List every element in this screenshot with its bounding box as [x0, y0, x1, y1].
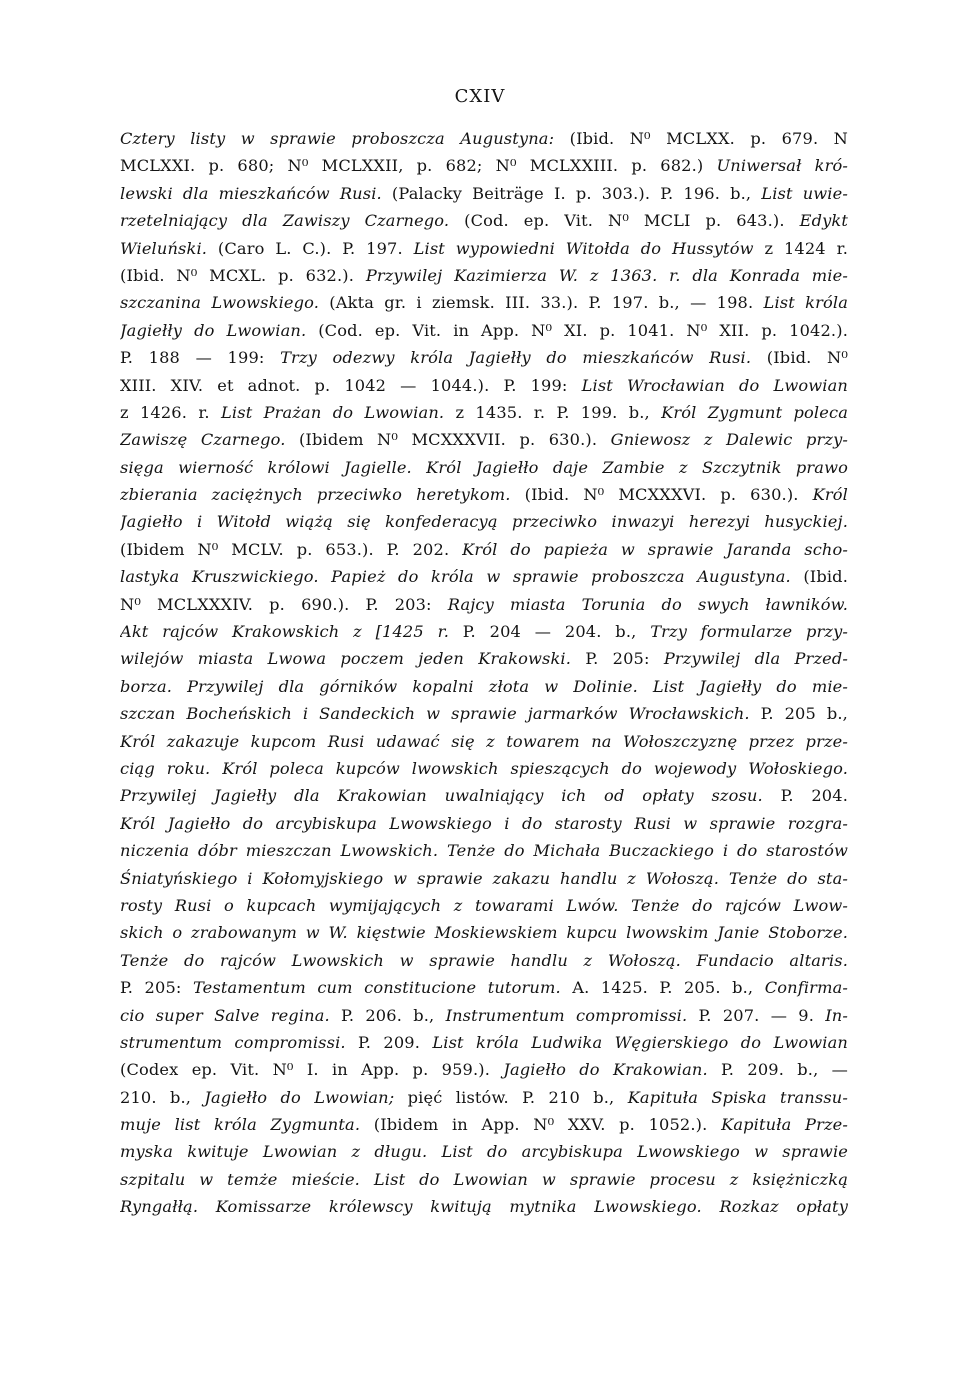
italic-segment: List króla Ludwika Węgierskiego do Lwowian: [432, 1032, 848, 1052]
text-line: [120, 262, 848, 289]
text-segment: 210. b.,: [120, 1087, 205, 1107]
text-line: [120, 125, 848, 152]
text-line: [120, 645, 848, 672]
italic-segment: Ryngałłą. Komissarze królewscy kwitują mytnika Lwowskiego. Rozkaz opłaty: [120, 1197, 848, 1217]
italic-segment: rosty Rusi o kupcach wymijających z towarami Lwów. Tenże do rajców Lwow-: [120, 895, 848, 915]
italic-segment: Król zakazuje kupcom Rusi udawać się z towarem na Wołoszczyznę przez prze-: [120, 731, 848, 751]
italic-segment: muje list króla Zygmunta.: [120, 1115, 361, 1135]
text-line: [120, 947, 848, 974]
italic-segment: Kapituła Spiska transsu-: [627, 1087, 848, 1107]
italic-segment: borza. Przywilej dla górników kopalni złota w Dolinie. List Jagiełły do mie-: [120, 676, 848, 696]
text-segment: N⁰ MCLXXXIV. p. 690.). P. 203:: [120, 594, 448, 614]
italic-segment: In-: [825, 1005, 848, 1025]
italic-segment: wilejów miasta Lwowa poczem jeden Krakowski.: [120, 649, 572, 669]
italic-segment: Cztery listy w sprawie proboszcza Augustyna:: [120, 129, 555, 148]
text-segment: z 1426. r.: [120, 402, 222, 422]
text-line: [120, 673, 848, 700]
text-line: [120, 152, 848, 179]
body-text: [120, 125, 848, 1221]
italic-segment: szczan Bocheńskich i Sandeckich w sprawie jarmarków Wrocławskich.: [120, 704, 750, 724]
text-segment: P. 206. b.,: [329, 1005, 446, 1025]
text-line: [120, 454, 848, 481]
italic-segment: Wieluński.: [120, 238, 208, 258]
italic-segment: Król Jagiełło do arcybiskupa Lwowskiego i do starosty Rusi w sprawie rozgra-: [120, 813, 848, 833]
italic-segment: ciąg roku. Król poleca kupców lwowskich spieszących do wojewody Wołoskiego.: [120, 758, 848, 778]
text-line: [120, 536, 848, 563]
text-segment: (Ibid. N⁰: [751, 348, 848, 368]
text-line: [120, 481, 848, 508]
italic-segment: szpitalu w temże mieście. List do Lwowian w sprawie procesu z księżniczką: [120, 1169, 848, 1189]
text-segment: P. 205:: [571, 649, 664, 669]
text-line: [120, 782, 848, 809]
text-line: [120, 207, 848, 234]
text-segment: P. 205:: [120, 978, 193, 998]
text-segment: (Ibid. N⁰ MCXL. p. 632.).: [120, 265, 366, 285]
text-segment: P. 205 b.,: [749, 704, 848, 724]
text-line: [120, 317, 848, 344]
italic-segment: Instrumentum compromissi.: [445, 1005, 688, 1025]
text-segment: (Ibid. N⁰ MCXXXVI. p. 630.).: [510, 485, 813, 505]
text-segment: (Ibid.: [790, 567, 848, 587]
text-line: [120, 235, 848, 262]
text-line: [120, 591, 848, 618]
text-segment: P. 207. — 9.: [687, 1005, 826, 1025]
text-line: [120, 563, 848, 590]
text-line: [120, 1111, 848, 1138]
italic-segment: Król Zygmunt poleca: [661, 402, 848, 422]
italic-segment: List króla: [763, 293, 848, 313]
italic-segment: Trzy formularze przy-: [650, 622, 848, 642]
italic-segment: Akt rajców Krakowskich z [1425 r.: [120, 622, 450, 642]
text-line: [120, 508, 848, 535]
text-segment: P. 204 — 204. b.,: [449, 622, 651, 642]
italic-segment: rzetelniający dla Zawiszy Czarnego.: [120, 211, 450, 231]
italic-segment: cio super Salve regina.: [120, 1005, 330, 1025]
italic-segment: Przywilej Kazimierza W. z 1363. r. dla Konrada mie-: [365, 265, 848, 285]
italic-segment: Testamentum cum constitucione tutorum.: [192, 978, 561, 998]
text-segment: (Palacky Beiträge I. p. 303.). P. 196. b.,: [381, 183, 762, 203]
text-line: [120, 180, 848, 207]
italic-segment: szczanina Lwowskiego.: [120, 293, 320, 313]
italic-segment: niczenia dóbr mieszczan Lwowskich. Tenże do Michała Buczackiego i do starostów: [120, 841, 848, 861]
italic-segment: Trzy odezwy króla Jagiełły do mieszkańców Rusi.: [280, 348, 752, 368]
italic-segment: Jagiełło i Witołd wiążą się konfederacyą przeciwko inwazyi herezyi husyckiej.: [120, 512, 848, 532]
text-segment: z 1424 r.: [753, 238, 848, 258]
text-line: [120, 618, 848, 645]
text-segment: (Ibidem N⁰ MCXXXVII. p. 630.).: [285, 430, 611, 450]
italic-segment: Jagiełło do Krakowian.: [503, 1060, 708, 1080]
text-line: [120, 837, 848, 864]
italic-segment: skich o zrabowanym w W. kięstwie Moskiewskiem kupcu lwowskim Janie Stoborze.: [120, 923, 848, 943]
text-line: [120, 289, 848, 316]
text-line: [120, 700, 848, 727]
text-line: [120, 344, 848, 371]
italic-segment: lastyka Kruszwickiego. Papież do króla w sprawie proboszcza Augustyna.: [120, 567, 791, 587]
italic-segment: Zawiszę Czarnego.: [120, 430, 286, 450]
text-segment: z 1435. r. P. 199. b.,: [444, 402, 662, 422]
text-segment: (Caro L. C.). P. 197.: [207, 238, 414, 258]
text-line: [120, 974, 848, 1001]
text-segment: P. 204.: [762, 786, 848, 806]
italic-segment: List wypowiedni Witołda do Hussytów: [413, 238, 754, 258]
text-line: [120, 919, 848, 946]
text-line: [120, 810, 848, 837]
italic-segment: List Prażan do Lwowian.: [221, 402, 445, 422]
text-line: [120, 865, 848, 892]
italic-segment: Śniatyńskiego i Kołomyjskiego w sprawie zakazu handlu z Wołoszą. Tenże do sta-: [120, 868, 848, 888]
text-line: [120, 1166, 848, 1193]
italic-segment: strumentum compromissi.: [120, 1032, 346, 1052]
text-line: [120, 1193, 848, 1220]
text-line: [120, 1138, 848, 1165]
italic-segment: Tenże do rajców Lwowskich w sprawie handlu z Wołoszą. Fundacio altaris.: [120, 950, 848, 970]
text-line: [120, 755, 848, 782]
italic-segment: Kapituła Prze-: [721, 1115, 848, 1135]
italic-segment: sięga wierność królowi Jagielle. Król Jagiełło daje Zambie z Szczytnik prawo: [120, 457, 848, 477]
text-segment: (Akta gr. i ziemsk. III. 33.). P. 197. b., — 198.: [319, 293, 764, 313]
text-line: [120, 728, 848, 755]
text-segment: (Ibidem N⁰ MCLV. p. 653.). P. 202.: [120, 539, 463, 559]
italic-segment: Jagiełło do Lwowian;: [204, 1087, 395, 1107]
text-line: [120, 892, 848, 919]
text-segment: XIII. XIV. et adnot. p. 1042 — 1044.). P. 199:: [120, 375, 582, 395]
text-segment: A. 1425. P. 205. b.,: [560, 978, 765, 998]
italic-segment: myska kwituje Lwowian z długu. List do arcybiskupa Lwowskiego w sprawie: [120, 1142, 848, 1162]
italic-segment: Przywilej Jagiełły dla Krakowian uwalniający ich od opłaty szosu.: [120, 786, 763, 806]
text-segment: (Cod. ep. Vit. in App. N⁰ XI. p. 1041. N⁰ XII. p. 1042.).: [306, 320, 848, 340]
text-segment: P. 188 — 199:: [120, 348, 281, 368]
text-line: [120, 1002, 848, 1029]
text-segment: pięć listów. P. 210 b.,: [394, 1087, 628, 1107]
text-line: [120, 426, 848, 453]
text-segment: MCLXXI. p. 680; N⁰ MCLXXII, p. 682; N⁰ MCLXXIII. p. 682.): [120, 156, 717, 176]
italic-segment: Jagiełły do Lwowian.: [120, 320, 307, 340]
italic-segment: Confirma-: [764, 978, 848, 998]
italic-segment: Król: [812, 485, 848, 505]
italic-segment: Gniewosz z Dalewic przy-: [610, 430, 848, 450]
page-header: CXIV: [454, 86, 506, 107]
text-segment: P. 209. b., —: [707, 1060, 848, 1080]
text-segment: (Ibidem in App. N⁰ XXV. p. 1052.).: [360, 1115, 722, 1135]
text-line: [120, 1029, 848, 1056]
text-line: [120, 372, 848, 399]
text-line: [120, 1084, 848, 1111]
text-segment: (Ibid. N⁰ MCLXX. p. 679. N: [554, 129, 848, 148]
italic-segment: zbierania zaciężnych przeciwko heretykom.: [120, 485, 511, 505]
italic-segment: Uniwersał kró-: [716, 156, 848, 176]
italic-segment: List Wrocławian do Lwowian: [581, 375, 848, 395]
text-segment: (Codex ep. Vit. N⁰ I. in App. p. 959.).: [120, 1060, 504, 1080]
italic-segment: Edykt: [799, 211, 848, 231]
text-line: [120, 399, 848, 426]
italic-segment: Przywilej dla Przed-: [663, 649, 848, 669]
italic-segment: List uwie-: [761, 183, 848, 203]
text-segment: P. 209.: [345, 1032, 433, 1052]
italic-segment: Król do papieża w sprawie Jaranda scho-: [462, 539, 848, 559]
italic-segment: Rajcy miasta Torunia do swych ławników.: [447, 594, 848, 614]
italic-segment: lewski dla mieszkańców Rusi.: [120, 183, 382, 203]
text-line: [120, 1056, 848, 1083]
text-segment: (Cod. ep. Vit. N⁰ MCLI p. 643.).: [449, 211, 800, 231]
